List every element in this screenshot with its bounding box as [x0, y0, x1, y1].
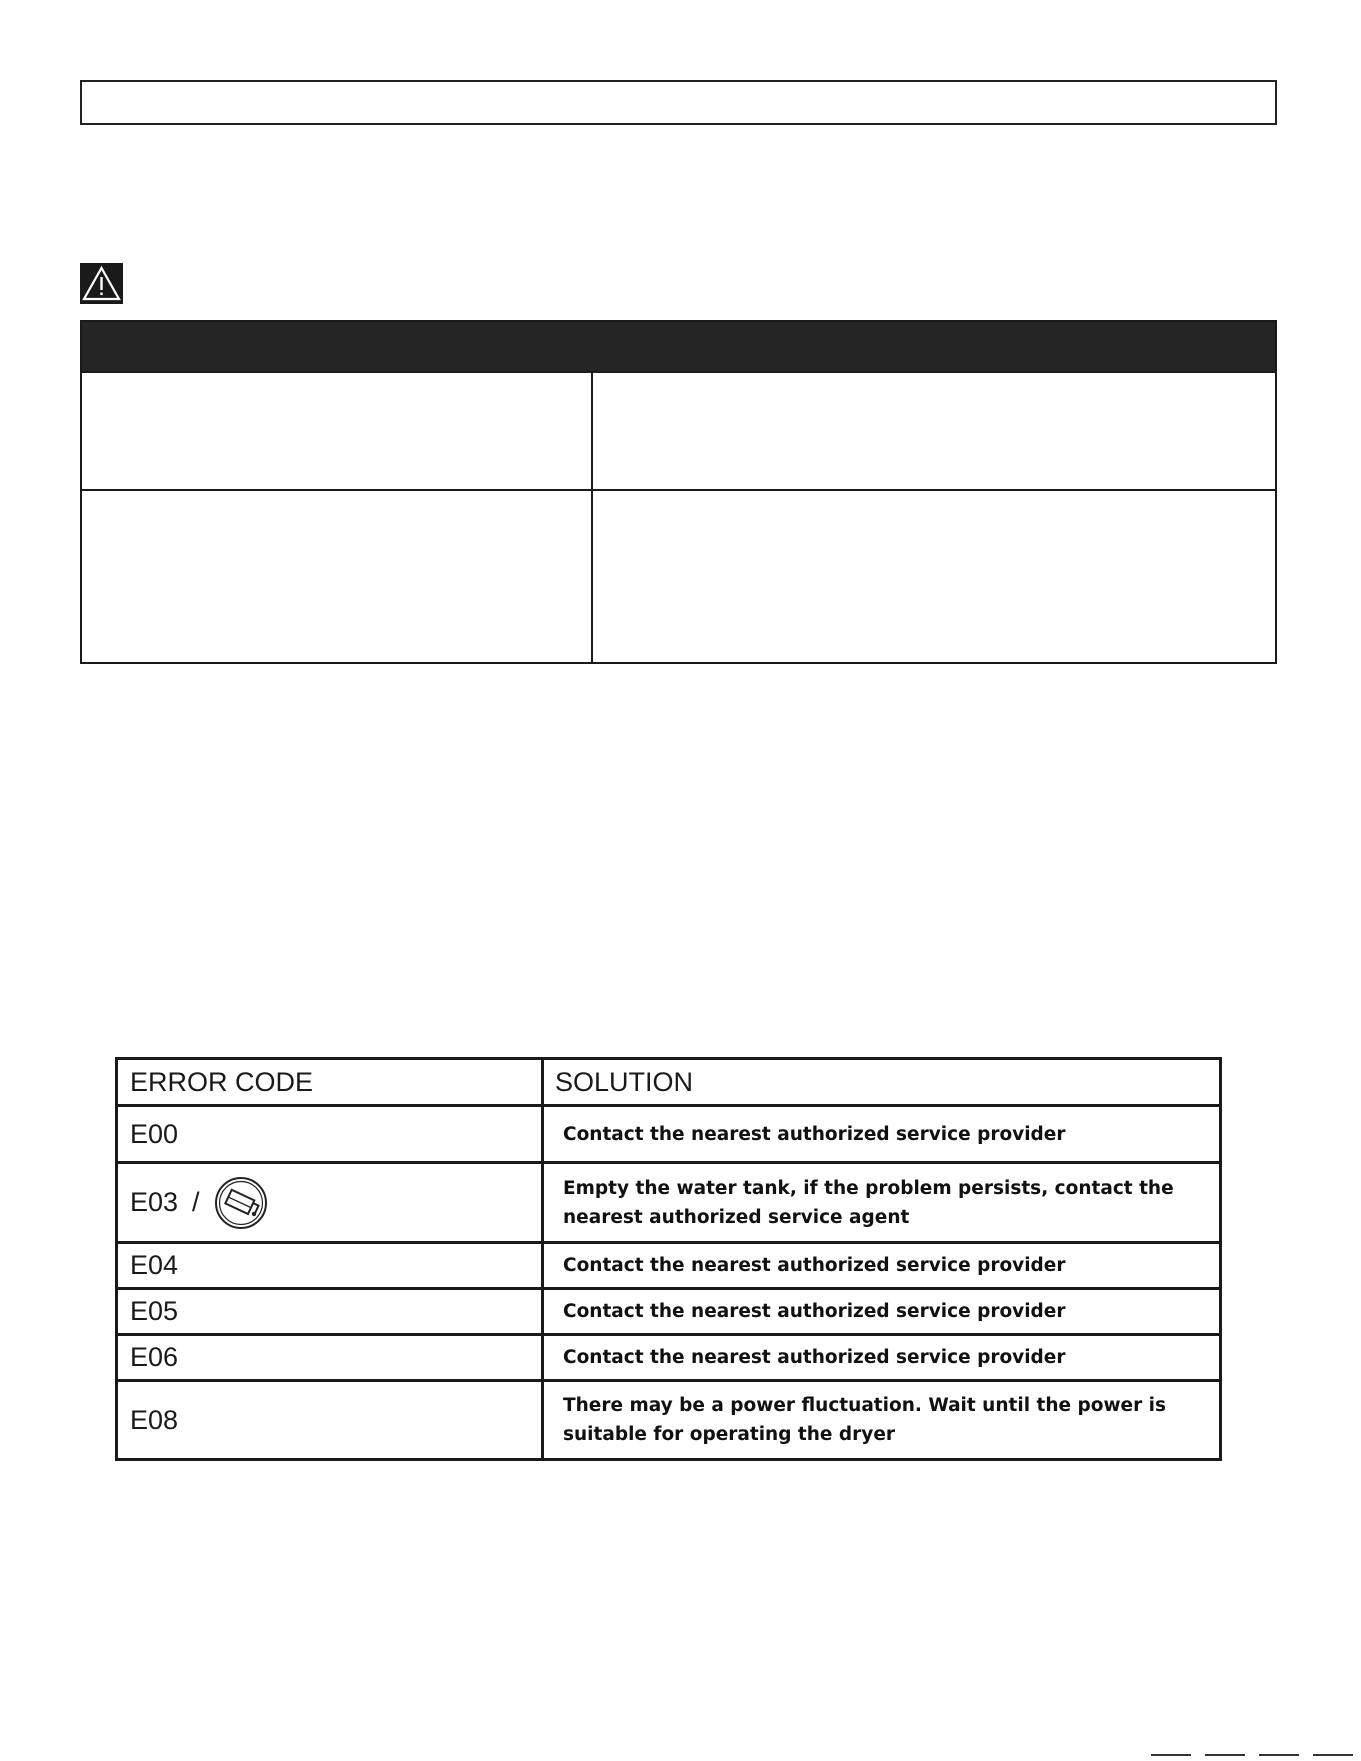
error-solution: Contact the nearest authorized service provider: [563, 1347, 1066, 1368]
table-cell: [82, 491, 593, 662]
footer-mark: [1205, 1754, 1245, 1756]
table-row: [82, 489, 1275, 662]
error-code: E08: [118, 1382, 544, 1458]
troubleshooting-table: [80, 320, 1277, 664]
error-code: E00: [118, 1107, 544, 1161]
table-row: [118, 1379, 1219, 1458]
footer-mark: [1259, 1754, 1299, 1756]
table-row: [118, 1161, 1219, 1241]
table-cell: [593, 491, 1275, 662]
troubleshooting-table-header: [82, 322, 1275, 371]
warning-triangle-icon: [80, 263, 123, 304]
section-title-box: [80, 80, 1277, 125]
footer-mark: [1151, 1754, 1191, 1756]
error-code-cell: [118, 1164, 544, 1241]
table-cell: [82, 373, 593, 489]
table-row: [118, 1241, 1219, 1287]
error-solution: There may be a power fluctuation. Wait until the power is suitable for operating the dryer: [563, 1395, 1167, 1445]
code-separator: /: [192, 1187, 200, 1217]
error-solution: Contact the nearest authorized service provider: [563, 1255, 1066, 1276]
error-code: E03: [130, 1187, 179, 1217]
error-code-column-header: ERROR CODE: [118, 1060, 544, 1104]
table-cell: [593, 373, 1275, 489]
footer-marks: [1151, 1754, 1353, 1756]
error-solution: Empty the water tank, if the problem persists, contact the nearest authorized service agent: [563, 1177, 1174, 1228]
error-code: E06: [118, 1336, 544, 1379]
error-code-table: [115, 1057, 1222, 1461]
water-tank-icon: [214, 1176, 268, 1230]
solution-column-header: SOLUTION: [555, 1066, 694, 1097]
error-code: E04: [118, 1244, 544, 1287]
error-code: E05: [118, 1290, 544, 1333]
error-table-header-row: [118, 1060, 1219, 1104]
table-row: [82, 371, 1275, 489]
table-row: [118, 1333, 1219, 1379]
error-solution: Contact the nearest authorized service provider: [563, 1123, 1066, 1145]
error-solution: Contact the nearest authorized service provider: [563, 1301, 1066, 1322]
footer-mark: [1313, 1754, 1353, 1756]
table-row: [118, 1287, 1219, 1333]
table-row: [118, 1104, 1219, 1161]
